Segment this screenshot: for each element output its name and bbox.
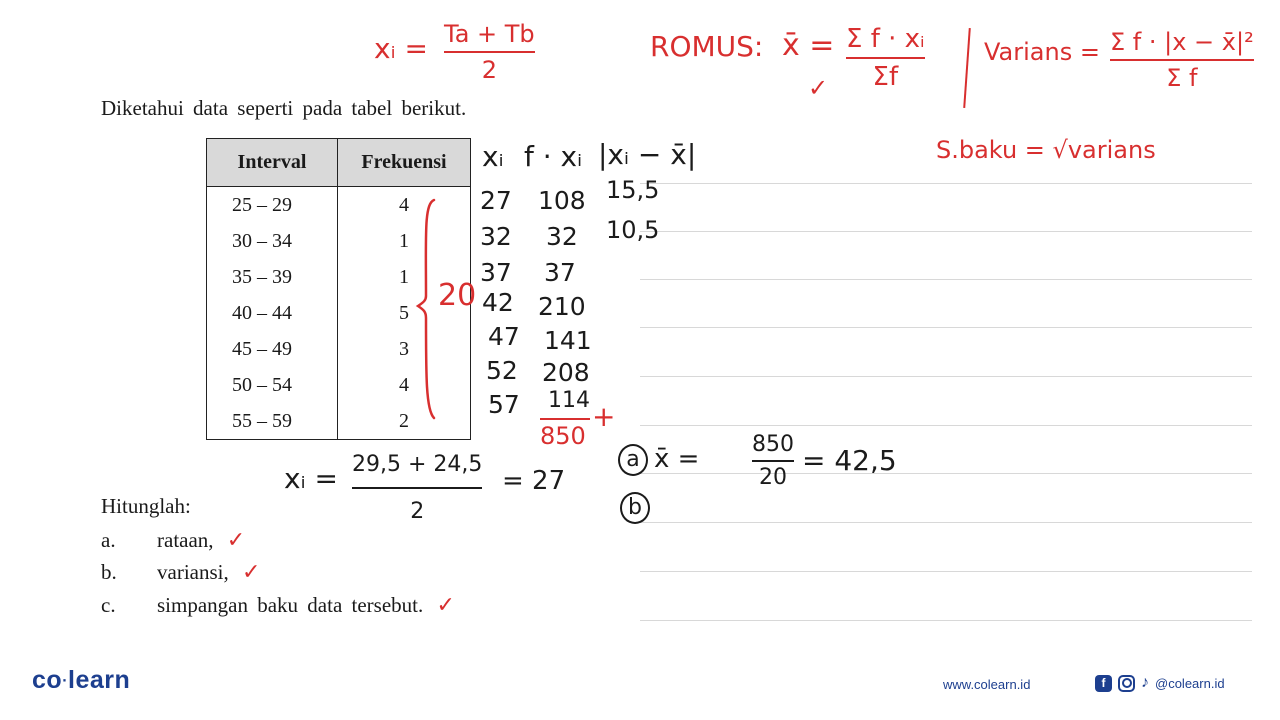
question-label: a.: [101, 528, 116, 552]
instagram-icon[interactable]: [1118, 675, 1135, 692]
question-text: rataan,: [157, 528, 214, 552]
xi-value: 47: [488, 322, 520, 351]
part-a-result: = 42,5: [802, 444, 897, 477]
freq-sum: 20: [438, 278, 477, 313]
xi-value: 27: [480, 186, 512, 215]
colearn-logo: [32, 666, 130, 695]
col-header-fxi: f · xᵢ: [524, 140, 583, 173]
ruled-line: [640, 425, 1252, 426]
freq-cell: 2: [338, 403, 471, 440]
hitunglah-prompt: Hitunglah:: [101, 494, 191, 518]
freq-cell: 3: [338, 331, 471, 367]
xi-example-fraction: [352, 452, 482, 524]
question-c: [101, 593, 455, 618]
ruled-line: [640, 376, 1252, 377]
mean-formula-den: Σf: [872, 62, 899, 92]
ruled-line: [640, 522, 1252, 523]
freq-cell: 4: [338, 367, 471, 403]
tiktok-icon[interactable]: ♪: [1141, 674, 1149, 691]
question-checkmark: ✓: [241, 560, 261, 585]
problem-intro: Diketahui data seperti pada tabel berikut.: [101, 96, 467, 120]
varians-formula-den: Σ f: [1166, 64, 1198, 92]
fraction-bar: [752, 460, 794, 462]
freq-cell: 4: [338, 187, 471, 224]
freq-cell: 1: [338, 223, 471, 259]
xi-example-lhs: xᵢ =: [284, 462, 338, 495]
interval-cell: 45 – 49: [207, 331, 338, 367]
interval-cell: 35 – 39: [207, 259, 338, 295]
xi-value: 42: [482, 288, 514, 317]
fxi-value: 108: [538, 186, 586, 215]
freq-cell: 1: [338, 259, 471, 295]
interval-cell: 55 – 59: [207, 403, 338, 440]
xi-value: 57: [488, 390, 520, 419]
header-frekuensi: Frekuensi: [338, 139, 471, 187]
social-links: [1095, 674, 1225, 692]
ruled-line: [640, 620, 1252, 621]
xi-value: 32: [480, 222, 512, 251]
fxi-value: 141: [544, 326, 592, 355]
social-handle[interactable]: @colearn.id: [1155, 675, 1225, 691]
interval-cell: 40 – 44: [207, 295, 338, 331]
part-a-num: 850: [752, 432, 794, 457]
dev-value: 15,5: [606, 176, 660, 204]
fxi-sum: 850: [540, 422, 586, 450]
question-label: c.: [101, 593, 116, 617]
mean-formula-fraction: [846, 24, 925, 92]
xi-formula-num: Ta + Tb: [444, 20, 535, 48]
sbaku-formula: S.baku = √varians: [936, 136, 1156, 164]
part-a-label: a: [618, 444, 648, 476]
col-header-xi: xᵢ: [482, 140, 504, 173]
freq-cell: 5: [338, 295, 471, 331]
ruled-line: [640, 183, 1252, 184]
fraction-bar: [1110, 59, 1254, 61]
question-checkmark: ✓: [436, 593, 455, 618]
fxi-value: 210: [538, 292, 586, 321]
formula-divider: [963, 28, 971, 108]
part-a-fraction: [752, 432, 794, 490]
interval-cell: 30 – 34: [207, 223, 338, 259]
table-header-row: [207, 139, 471, 187]
website-link[interactable]: www.colearn.id: [943, 677, 1031, 692]
question-text: simpangan baku data tersebut.: [157, 593, 424, 617]
ruled-line: [640, 279, 1252, 280]
interval-cell: 50 – 54: [207, 367, 338, 403]
question-text: variansi,: [157, 560, 229, 584]
dev-value: 10,5: [606, 216, 660, 244]
xi-formula-den: 2: [481, 56, 497, 84]
question-label: b.: [101, 560, 117, 584]
mean-formula-num: Σ f · xᵢ: [846, 24, 925, 54]
brand-dot: ·: [62, 672, 69, 690]
mean-formula-lhs: x̄ =: [782, 28, 835, 63]
fxi-value: 114: [548, 388, 590, 413]
brand-right: learn: [68, 666, 131, 694]
question-b: [101, 560, 260, 585]
sum-underline: [540, 418, 590, 420]
ruled-line: [640, 473, 1252, 474]
plus-sign: +: [592, 400, 616, 433]
question-checkmark: ✓: [226, 528, 246, 553]
varians-formula-lhs: Varians =: [984, 38, 1100, 66]
fraction-bar: [444, 51, 535, 53]
xi-example-result: = 27: [502, 466, 566, 496]
xi-formula-lhs: xᵢ =: [374, 32, 428, 65]
question-a: [101, 528, 245, 553]
interval-cell: 25 – 29: [207, 187, 338, 224]
header-interval: Interval: [207, 139, 338, 187]
mean-checkmark: ✓: [808, 74, 829, 102]
rumus-label: ROMUS:: [650, 30, 764, 63]
xi-value: 52: [486, 356, 518, 385]
part-a-lhs: x̄ =: [654, 444, 700, 474]
ruled-line: [640, 571, 1252, 572]
xi-example-den: 2: [410, 499, 425, 524]
xi-formula-fraction: [444, 20, 535, 84]
fraction-bar: [352, 487, 482, 489]
varians-formula-fraction: [1110, 28, 1254, 92]
facebook-icon[interactable]: f: [1095, 675, 1112, 692]
ruled-line: [640, 327, 1252, 328]
part-b-label: b: [620, 492, 650, 524]
fraction-bar: [846, 57, 925, 59]
brand-left: co: [32, 666, 63, 694]
varians-formula-num: Σ f · |x − x̄|²: [1110, 28, 1254, 56]
fxi-value: 208: [542, 358, 590, 387]
col-header-dev: |xᵢ − x̄|: [598, 138, 697, 171]
xi-value: 37: [480, 258, 512, 287]
part-a-den: 20: [759, 465, 787, 490]
xi-example-num: 29,5 + 24,5: [352, 452, 483, 477]
fxi-value: 37: [544, 258, 576, 287]
fxi-value: 32: [546, 222, 578, 251]
ruled-line: [640, 231, 1252, 232]
